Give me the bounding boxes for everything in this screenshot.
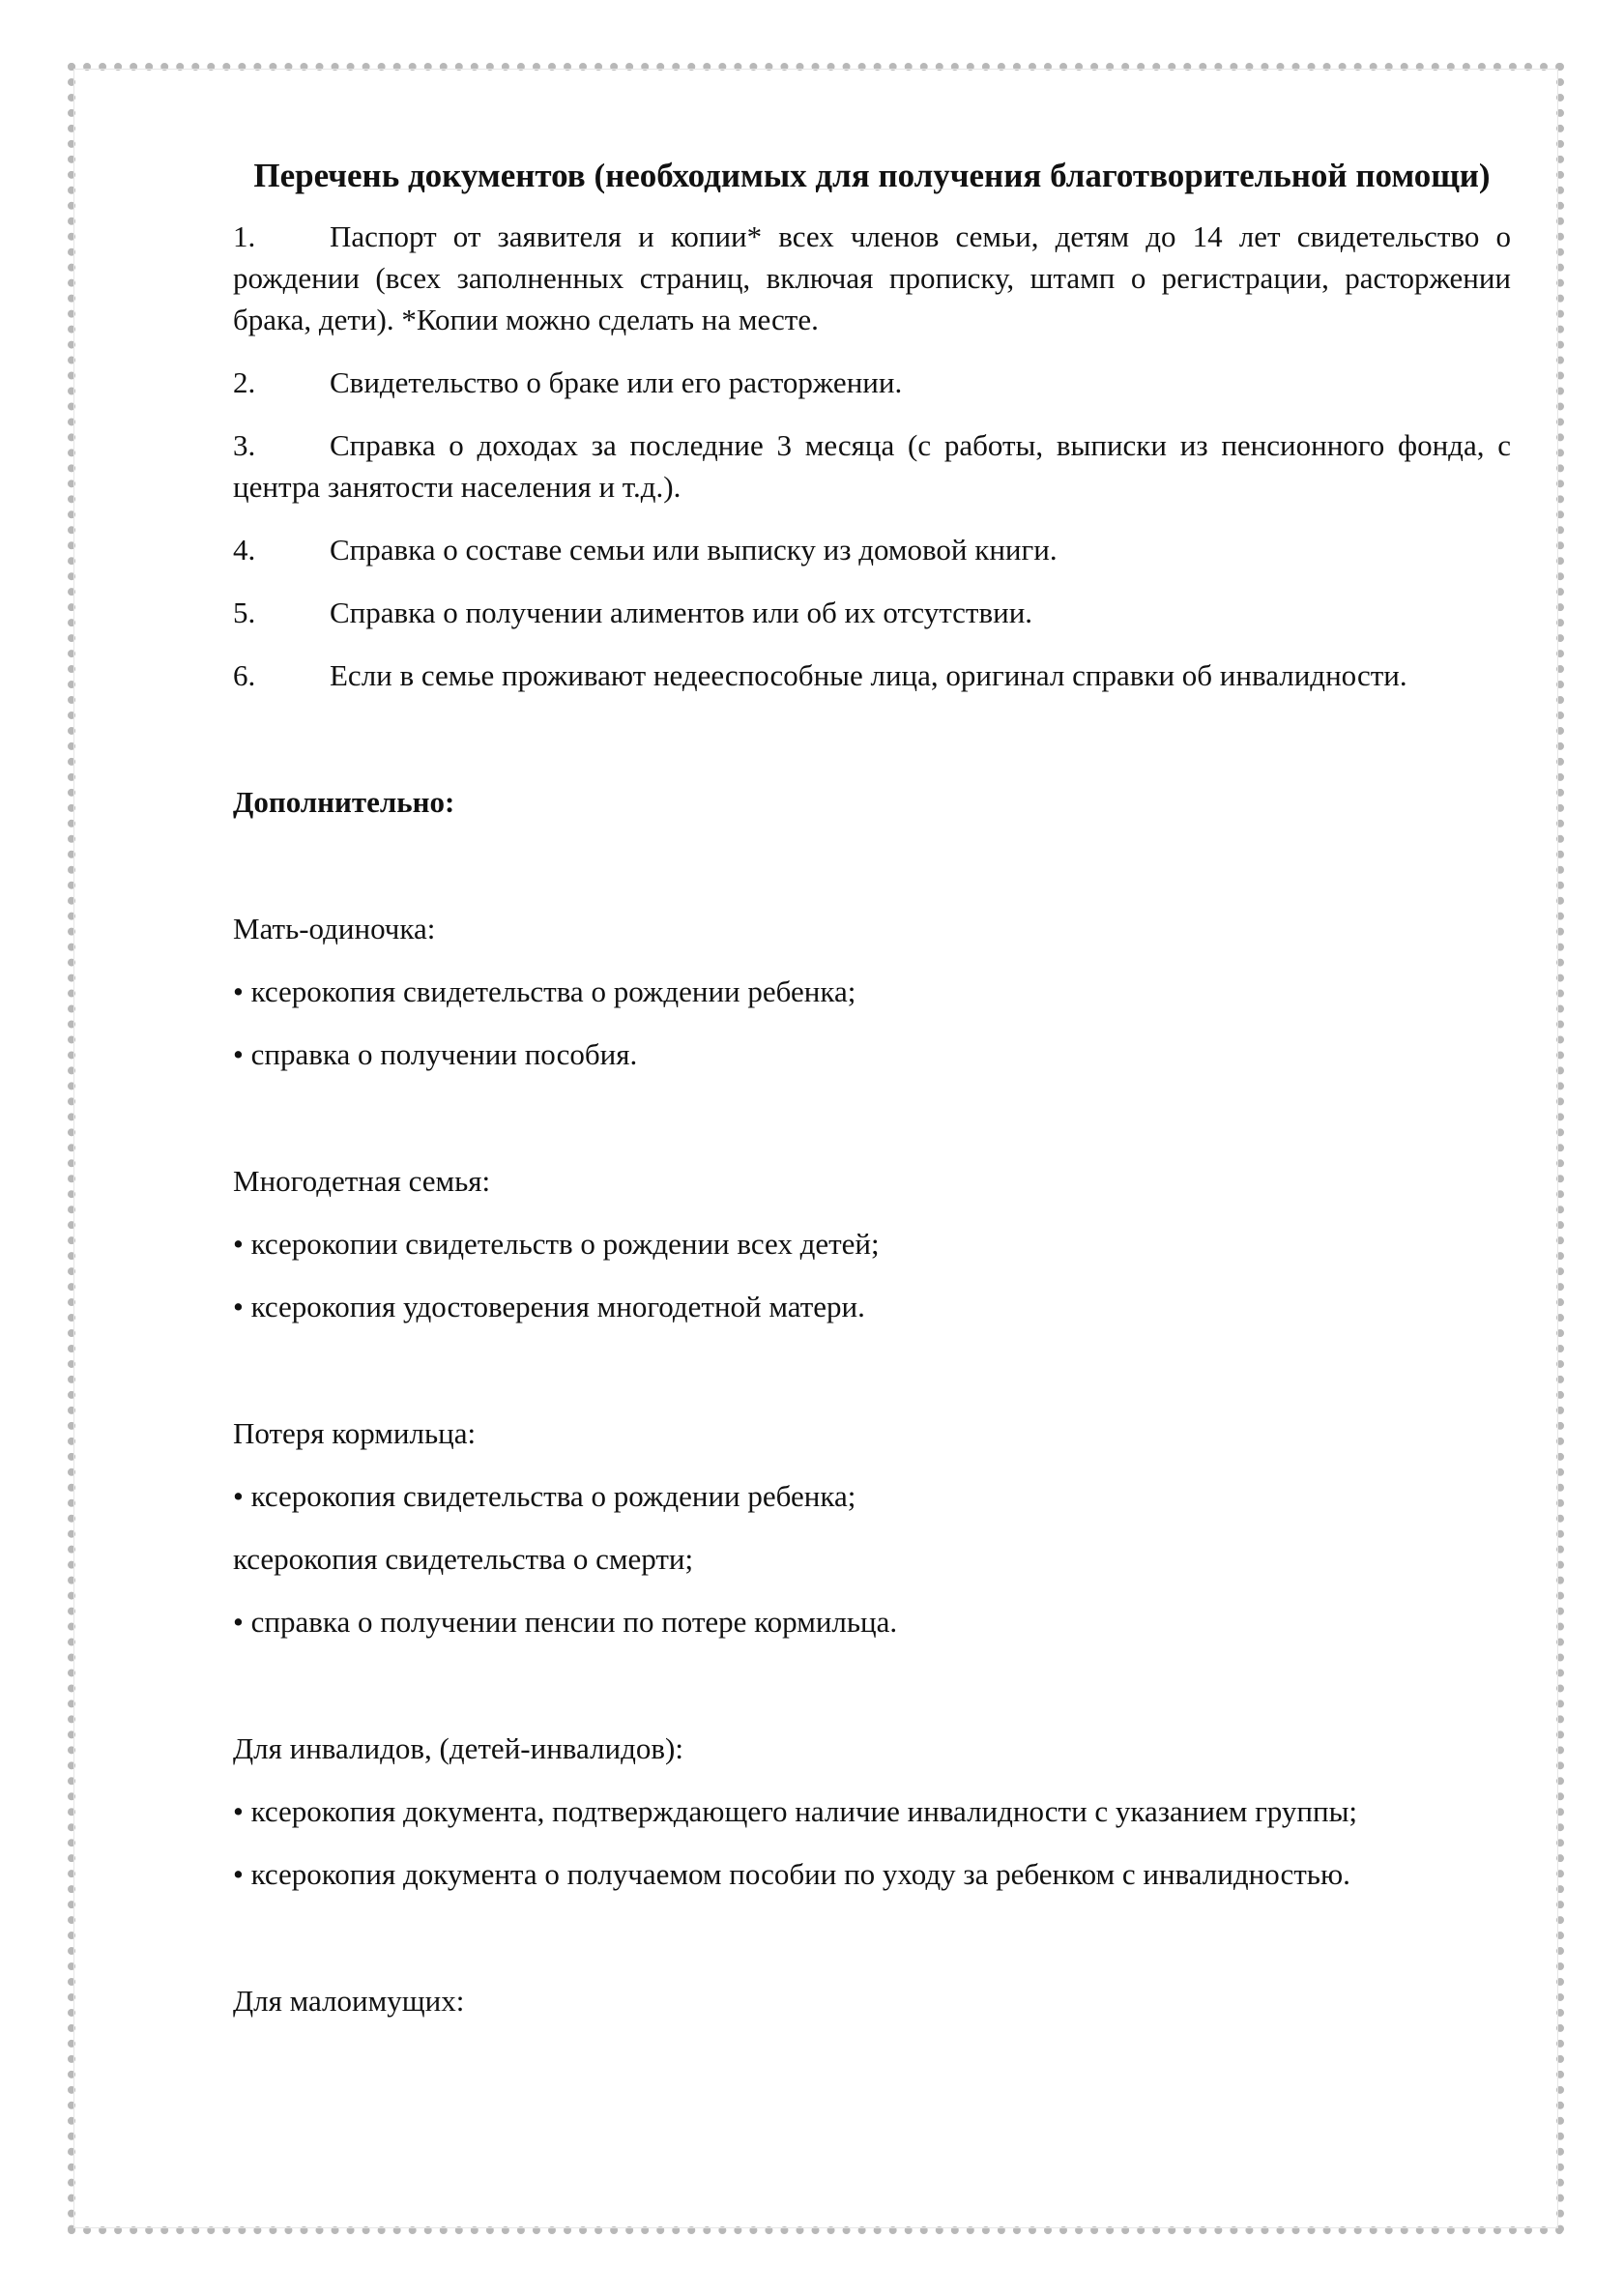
item-text: Справка о доходах за последние 3 месяца (с работы, выписки из пенсионного фонда, с центра занятости населения и т.д.). [233, 428, 1511, 504]
document-body [233, 153, 1511, 2043]
list-item [233, 529, 1511, 570]
group-item: ксерокопия свидетельства о смерти; [233, 1542, 694, 1576]
group-low-income [233, 1980, 1511, 2021]
item-number: 1. [233, 219, 256, 253]
group-disabled [233, 1728, 1511, 1895]
item-number: 4. [233, 533, 256, 567]
additional-heading: Дополнительно: [233, 785, 455, 819]
group-label: Для малоимущих: [233, 1984, 465, 2018]
list-item [233, 654, 1511, 696]
group-breadwinner-loss [233, 1412, 1511, 1642]
group-item: • ксерокопия документа, подтверждающего наличие инвалидности с указанием группы; [233, 1794, 1358, 1828]
item-number: 6. [233, 658, 256, 692]
group-item: • ксерокопия документа о получаемом пособии по уходу за ребенком с инвалидностью. [233, 1857, 1350, 1891]
item-text: Справка о получении алиментов или об их отсутствии. [330, 596, 1033, 629]
list-item [233, 424, 1511, 508]
item-number: 3. [233, 428, 256, 462]
item-number: 5. [233, 596, 256, 629]
group-item: • ксерокопия свидетельства о рождении ребенка; [233, 974, 856, 1008]
group-label: Мать-одиночка: [233, 912, 436, 945]
group-item: • ксерокопия удостоверения многодетной матери. [233, 1290, 865, 1323]
group-label: Для инвалидов, (детей-инвалидов): [233, 1731, 683, 1765]
group-label: Многодетная семья: [233, 1164, 491, 1198]
group-large-family [233, 1160, 1511, 1327]
item-number: 2. [233, 365, 256, 399]
item-text: Справка о составе семьи или выписку из домовой книги. [330, 533, 1058, 567]
group-item: • справка о получении пособия. [233, 1037, 638, 1071]
group-label: Потеря кормильца: [233, 1416, 477, 1450]
group-single-mother [233, 908, 1511, 1075]
item-text: Паспорт от заявителя и копии* всех членов семьи, детям до 14 лет свидетельство о рождении (всех заполненных страниц, включая прописку, штамп о регистрации, расторжении брака, дети). *Копии можно сделать на месте. [233, 219, 1511, 336]
list-item [233, 592, 1511, 633]
list-item [233, 362, 1511, 403]
document-title: Перечень документов (необходимых для получения благотворительной помощи) [253, 157, 1491, 194]
list-item [233, 216, 1511, 340]
item-text: Свидетельство о браке или его расторжении. [330, 365, 903, 399]
item-text: Если в семье проживают недееспособные лица, оригинал справки об инвалидности. [330, 658, 1407, 692]
numbered-list [233, 216, 1511, 696]
group-item: • ксерокопии свидетельств о рождении всех детей; [233, 1227, 880, 1261]
group-item: • ксерокопия свидетельства о рождении ребенка; [233, 1479, 856, 1513]
group-item: • справка о получении пенсии по потере кормильца. [233, 1605, 898, 1639]
